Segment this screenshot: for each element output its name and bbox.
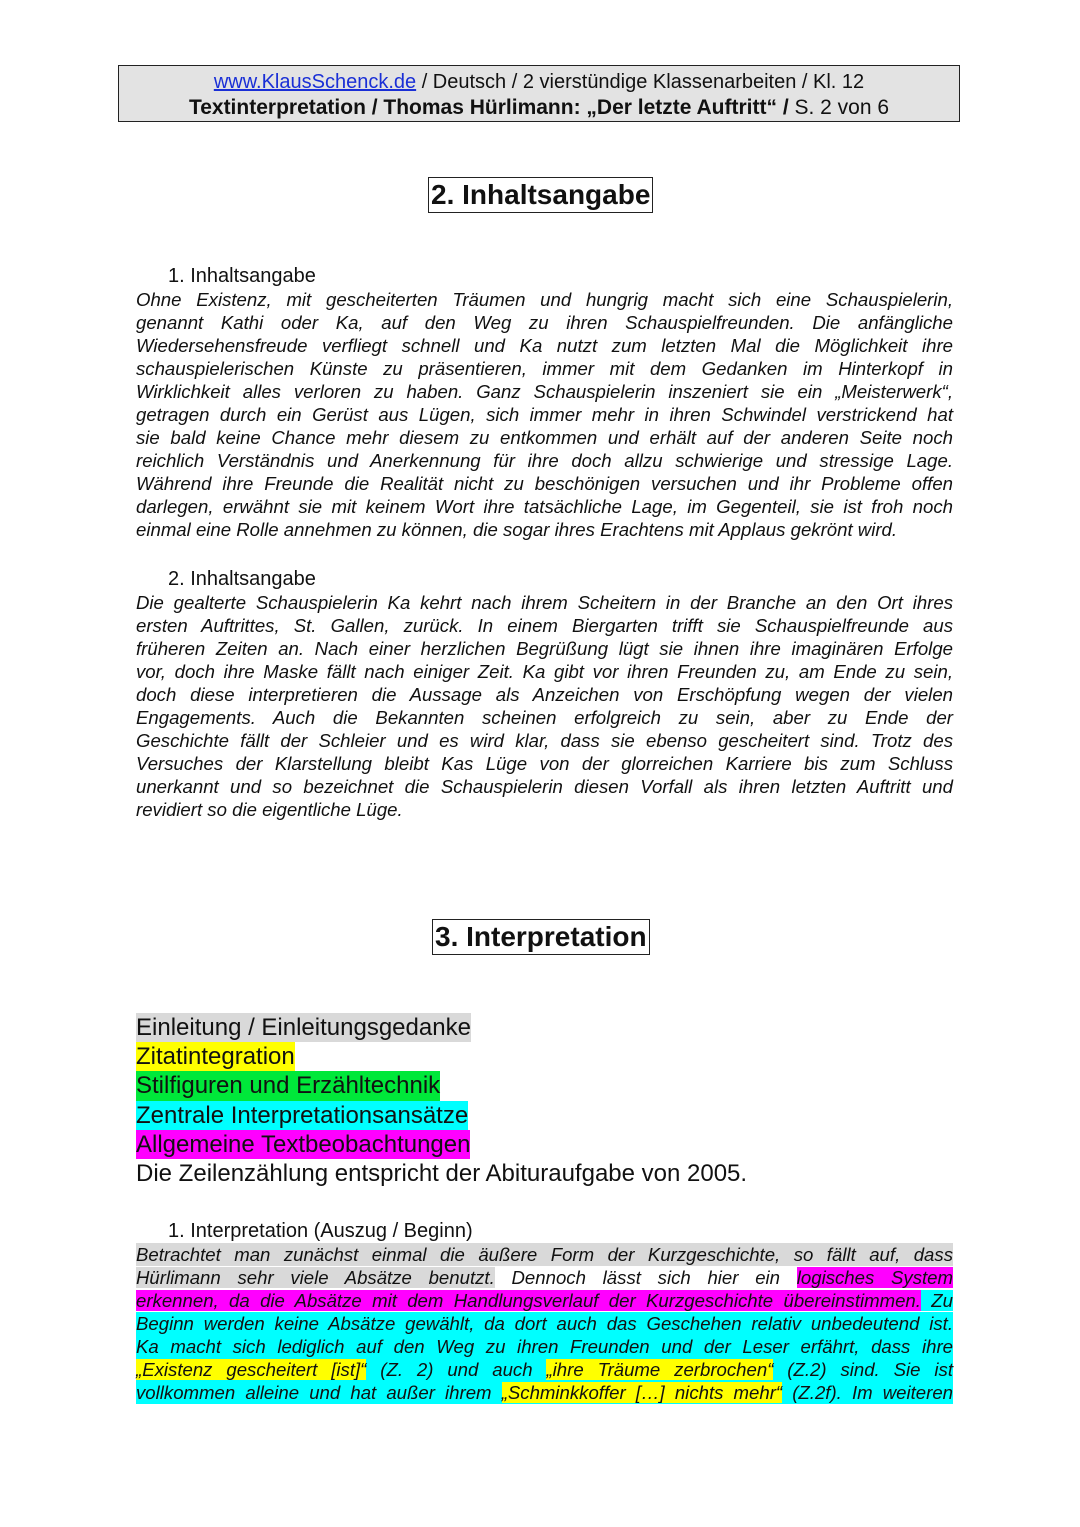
- text-line: schauspielerischen Künste zu präsentieren, immer mit dem Gedanken im Hinterkopf in: [136, 358, 953, 379]
- interp-quote: „Schminkkoffer […] nichts mehr“: [501, 1382, 783, 1403]
- interp-line: [136, 1381, 953, 1404]
- interp-line: [136, 1266, 953, 1289]
- text-line: getragen durch ein Gerüst aus Lügen, sich immer mehr in ihren Schwindel verstrickend hat: [136, 404, 953, 425]
- text-line: vor, doch ihre Maske fällt nach einiger Zeit. Ka gibt vor ihren Freunden zu, am Ende zu sein,: [136, 661, 953, 682]
- header-line-2: [119, 95, 959, 120]
- text-line: genannt Kathi oder Ka, auf den Weg zu ihren Schauspielfreunden. Die anfängliche: [136, 312, 953, 333]
- text-line: Wiedersehensfreude verfliegt schnell und Ka nutzt zum letzten Mal die Möglichkeit ihre: [136, 335, 953, 356]
- document-header: [118, 65, 960, 122]
- text-line: Geschichte fällt der Schleier und es wird klar, dass sie ebenso gescheitert sind. Trotz des: [136, 730, 953, 751]
- interp-line: Betrachtet man zunächst einmal die äußere Form der Kurzgeschichte, so fällt auf, dass: [136, 1244, 953, 1265]
- interp-segment: vollkommen alleine und hat außer ihrem: [136, 1382, 502, 1403]
- text-line: sie bald keine Chance mehr diesem zu entkommen und erhält auf der anderen Seite noch: [136, 427, 953, 448]
- legend-cyan: Zentrale Interpretationsansätze: [136, 1101, 469, 1129]
- text-line: Ohne Existenz, mit gescheiterten Träumen und hungrig macht sich eine Schauspielerin,: [136, 289, 953, 310]
- color-legend: [136, 1013, 747, 1188]
- interp-line: [136, 1289, 953, 1312]
- legend-gray: Einleitung / Einleitungsgedanke: [136, 1014, 471, 1041]
- interp-segment: (Z.2f). Im weiteren: [782, 1382, 954, 1403]
- interp-line: Beginn werden keine Absätze gewählt, da dort auch das Geschehen relativ unbedeutend ist.: [136, 1313, 953, 1334]
- text-line: früheren Zeiten an. Nach einer herzlichen Begrüßung lügt sie ihnen ihre imaginären Erfolge: [136, 638, 953, 659]
- text-line: Die gealterte Schauspielerin Ka kehrt nach ihrem Scheitern in der Branche an den Ort ihres: [136, 592, 953, 613]
- header-course-info: / Deutsch / 2 vierstündige Klassenarbeiten / Kl. 12: [416, 71, 865, 93]
- interp-quote: „ihre Träume zerbrochen“: [546, 1359, 774, 1380]
- legend-yellow: Zitatintegration: [136, 1043, 295, 1071]
- text-line: reichlich Verständnis und Anerkennung für ihre doch allzu schwierige und stressige Lage.: [136, 450, 953, 471]
- interp-segment: logisches System: [796, 1267, 953, 1288]
- site-link[interactable]: www.KlausSchenck.de: [213, 71, 417, 93]
- interp-segment: Dennoch lässt sich hier ein: [494, 1267, 797, 1288]
- subheading-interpretation-1: 1. Interpretation (Auszug / Beginn): [168, 1220, 473, 1242]
- interp-quote: „Existenz gescheitert [ist]“: [136, 1359, 367, 1380]
- text-line: Versuches der Klarstellung bleibt Kas Lüge von der glorreichen Karriere bis zum Schluss: [136, 753, 953, 774]
- text-line: ersten Auftrittes, St. Gallen, zurück. In einem Biergarten trifft sie Schauspielfreunde aus: [136, 615, 953, 636]
- interp-line: [136, 1358, 953, 1381]
- text-line: doch diese interpretieren die Aussage als Anzeichen von Erschöpfung wegen der vielen: [136, 684, 953, 705]
- text-line: Während ihre Freunde die Realität nicht zu beschönigen versuchen und ihr Probleme offen: [136, 473, 953, 494]
- header-title: Textinterpretation / Thomas Hürlimann: „Der letzte Auftritt“ /: [188, 96, 795, 119]
- text-line: Engagements. Auch die Bekannten scheinen erfolgreich zu sein, aber zu Ende der: [136, 707, 953, 728]
- legend-magenta: Allgemeine Textbeobachtungen: [136, 1130, 471, 1158]
- legend-green: Stilfiguren und Erzähltechnik: [136, 1072, 441, 1100]
- paragraph-inhaltsangabe-1: [136, 288, 953, 541]
- text-line: Wirklichkeit alles verloren zu haben. Ganz Schauspielerin inszeniert sie ein „Meisterwerk“,: [136, 381, 953, 402]
- section-title-inhaltsangabe: 2. Inhaltsangabe: [428, 177, 653, 213]
- interp-segment: Hürlimann sehr viele Absätze benutzt.: [136, 1267, 495, 1288]
- interp-segment: (Z. 2) und auch: [366, 1359, 547, 1380]
- subheading-inhaltsangabe-1: 1. Inhaltsangabe: [168, 265, 316, 287]
- subheading-inhaltsangabe-2: 2. Inhaltsangabe: [168, 568, 316, 590]
- interp-segment: Zu: [920, 1290, 954, 1311]
- legend-note: Die Zeilenzählung entspricht der Abituraufgabe von 2005.: [136, 1160, 748, 1188]
- paragraph-inhaltsangabe-2: [136, 591, 953, 821]
- header-line-1: [119, 69, 959, 95]
- section-title-interpretation: 3. Interpretation: [432, 919, 650, 955]
- text-line: revidiert so die eigentliche Lüge.: [136, 799, 403, 820]
- interp-segment: (Z.2) sind. Sie ist: [773, 1359, 954, 1380]
- page-number: S. 2 von 6: [794, 96, 890, 119]
- text-line: darlegen, erwähnt sie mit keinem Wort ihre tatsächliche Lage, im Gegenteil, sie ist froh noch: [136, 496, 953, 517]
- interp-line: Ka macht sich lediglich auf den Weg zu ihren Freunden und der Leser erfährt, dass ihre: [136, 1336, 953, 1357]
- paragraph-interpretation-1: [136, 1243, 953, 1404]
- text-line: unerkannt und so bezeichnet die Schauspielerin diesen Vorfall als ihren letzten Auftritt und: [136, 776, 953, 797]
- text-line: einmal eine Rolle annehmen zu können, die sogar ihres Erachtens mit Applaus gekrönt wird.: [136, 519, 898, 540]
- interp-segment: erkennen, da die Absätze mit dem Handlungsverlauf der Kurzgeschichte übereinstimmen.: [136, 1290, 921, 1311]
